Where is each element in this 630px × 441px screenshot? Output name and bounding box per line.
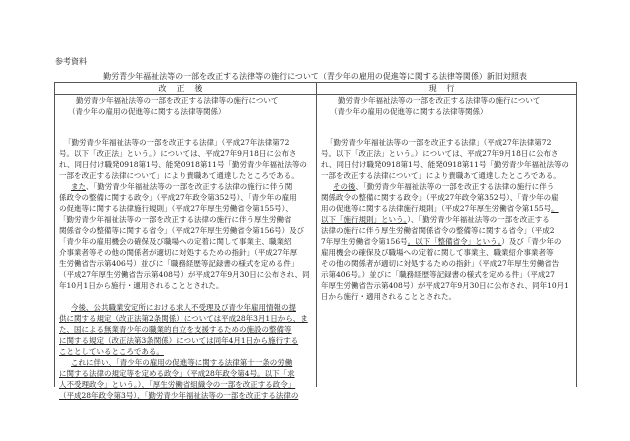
text-segment: 係政令の整備に関する政令」（平成27年政令第352号）、「青少年の雇用 bbox=[59, 193, 297, 202]
text-line bbox=[321, 247, 576, 258]
text-line bbox=[59, 159, 314, 170]
text-line bbox=[321, 236, 576, 247]
text-line bbox=[59, 291, 314, 302]
underlined-text: た、国による無業青少年の職業的自立を支援するための施設の整備等 bbox=[59, 325, 292, 334]
text-line bbox=[59, 335, 314, 346]
underlined-text: 人不受理政令」という。）、「厚生労働省組織令の一部を改正する政令」 bbox=[59, 380, 296, 389]
text-line bbox=[59, 368, 314, 379]
text-line bbox=[59, 247, 314, 258]
text-line bbox=[321, 181, 576, 192]
text-segment: 「勤労青少年福祉法等の一部を改正する法律」（平成27年法律第72 bbox=[64, 138, 290, 147]
text-segment: 示第406号。）並びに「職務経歴等記録書の様式を定める件」（平成27 bbox=[321, 270, 555, 279]
text-segment: 「青少年の雇用機会の確保及び職場への定着に関して事業主、職業紹 bbox=[59, 237, 292, 246]
document-title: 勤労青少年福祉法等の一部を改正する法律等の施行について（青少年の雇用の促進等に関する法律等関係）新旧対照表 bbox=[103, 72, 527, 81]
text-line bbox=[321, 214, 576, 225]
text-segment: 一部を改正する法律について」により貴職あて通達したところである。 bbox=[321, 171, 561, 180]
text-line bbox=[59, 181, 314, 192]
text-segment: 生労働省告示第406号）並びに「職務経歴等記録書の様式を定める件」 bbox=[59, 259, 299, 268]
text-segment: ）、「勤労青少年福祉法等の一部を改正する bbox=[407, 215, 550, 224]
text-line bbox=[59, 170, 314, 181]
text-segment: れ、同日付け職発0918第1号、能発0918第11号「勤労青少年福祉法等の bbox=[59, 160, 307, 169]
underlined-text: に関する法律の規定等を定める政令」（平成28年政令第4号。以下「求 bbox=[59, 369, 295, 378]
column-divider bbox=[316, 83, 317, 387]
text-line bbox=[59, 148, 314, 159]
underlined-text: （平成28年政令第3号）、「勤労青少年福祉法等の一部を改正する法律の bbox=[59, 391, 299, 400]
underlined-text: こととしているところである。 bbox=[59, 347, 164, 356]
text-line bbox=[59, 236, 314, 247]
text-line bbox=[321, 170, 576, 181]
text-line bbox=[59, 302, 314, 313]
text-line bbox=[321, 137, 576, 148]
current-column bbox=[321, 95, 576, 302]
text-segment: 介事業者等その他の関係者が適切に対処するための指針」（平成27年厚 bbox=[59, 248, 298, 257]
text-segment: 年厚生労働省告示第408号）が平成27年9月30日に公布され、同年10月1 bbox=[321, 281, 569, 290]
text-segment: 雇用機会の確保及び職場への定着に関して事業主、職業紹介事業者等 bbox=[321, 248, 554, 257]
text-line bbox=[321, 225, 576, 236]
text-segment: （平成27年厚生労働省告示第408号）が平成27年9月30日に公布され、同 bbox=[59, 270, 310, 279]
text-line bbox=[321, 280, 576, 291]
underlined-text: 供に関する規定（改正法第2条関係）については平成28年3月1日から、ま bbox=[59, 314, 308, 323]
underlined-text: 。以下「整備省令」という。 bbox=[407, 237, 502, 246]
section-subheading: （青少年の雇用の促進等に関する法律等関係） bbox=[68, 107, 226, 116]
underlined-text: これに伴い、「青少年の雇用の促進等に関する法律第十一条の労働 bbox=[71, 358, 293, 367]
underlined-text: また bbox=[71, 182, 86, 191]
text-line bbox=[321, 269, 576, 280]
text-segment: 7年厚生労働省令第156号 bbox=[321, 237, 408, 246]
text-segment: ）及び「青少年の bbox=[501, 237, 562, 246]
text-line bbox=[321, 159, 576, 170]
column-header-current: 現行 bbox=[317, 83, 576, 95]
text-segment: 日から施行・適用されることとされた。 bbox=[321, 292, 456, 301]
revised-body-text bbox=[59, 137, 314, 401]
text-segment: 号。以下「改正法」という。）については、平成27年9月18日に公布さ bbox=[59, 149, 297, 158]
text-line bbox=[59, 324, 314, 335]
text-line bbox=[321, 291, 576, 302]
text-line bbox=[59, 137, 314, 148]
text-segment: の促進等に関する法律施行規則」（平成27年厚生労働省令第155号）、 bbox=[59, 204, 293, 213]
text-segment: 「勤労青少年福祉法等の一部を改正する法律」（平成27年法律第72 bbox=[326, 138, 552, 147]
text-segment: 関係政令の整備に関する政令」（平成27年政令第352号）、「青少年の雇 bbox=[321, 193, 559, 202]
text-line bbox=[59, 280, 314, 291]
text-segment: 法律の施行に伴う厚生労働省関係省令の整備等に関する省令」（平成2 bbox=[321, 226, 555, 235]
text-line bbox=[59, 357, 314, 368]
underlined-text: に関する規定（改正法第3条関係）については同年4月1日から施行する bbox=[59, 336, 299, 345]
text-segment: 用の促進等に関する法律施行規則」（平成27年厚生労働省令第155号 bbox=[321, 204, 552, 213]
section-subheading: （青少年の雇用の促進等に関する法律等関係） bbox=[330, 107, 488, 116]
column-header-revised: 改正後 bbox=[55, 83, 316, 95]
text-line bbox=[59, 390, 314, 401]
text-segment: その他の関係者が適切に対処するための指針」（平成27年厚生労働省告 bbox=[321, 259, 560, 268]
text-segment: 、「勤労青少年福祉法等の一部を改正する法律の施行に伴う関 bbox=[86, 182, 293, 191]
text-line bbox=[59, 269, 314, 280]
text-line bbox=[59, 203, 314, 214]
current-body-text bbox=[321, 137, 576, 302]
text-line bbox=[59, 258, 314, 269]
text-line bbox=[59, 346, 314, 357]
text-line bbox=[321, 192, 576, 203]
section-heading: 勤労青少年福祉法等の一部を改正する法律等の施行について bbox=[76, 96, 279, 105]
text-line bbox=[59, 313, 314, 324]
underlined-text: その後 bbox=[333, 182, 356, 191]
underlined-text: 今後、公共職業安定所における求人不受理及び青少年雇用情報の提 bbox=[71, 303, 296, 312]
text-segment: 年10月1日から施行・適用されることとされた。 bbox=[59, 281, 224, 290]
text-line bbox=[59, 225, 314, 236]
text-segment: 関係省令の整備等に関する省令」（平成27年厚生労働省令第156号）及び bbox=[59, 226, 305, 235]
comparison-table bbox=[54, 82, 577, 400]
underlined-text: 。 bbox=[551, 204, 559, 213]
revised-column bbox=[59, 95, 314, 401]
text-line bbox=[59, 379, 314, 390]
section-heading: 勤労青少年福祉法等の一部を改正する法律等の施行について bbox=[338, 96, 541, 105]
text-line bbox=[321, 258, 576, 269]
text-line bbox=[59, 214, 314, 225]
underlined-text: 以下「施行規則」という。 bbox=[321, 215, 408, 224]
text-line bbox=[59, 192, 314, 203]
reference-material-label: 参考資料 bbox=[55, 57, 87, 66]
text-segment: 号。以下「改正法」という。）については、平成27年9月18日に公布さ bbox=[321, 149, 559, 158]
text-segment: 一部を改正する法律について」により貴職あて通達したところである。 bbox=[59, 171, 299, 180]
text-segment: 「勤労青少年福祉法等の一部を改正する法律の施行に伴う厚生労働省 bbox=[59, 215, 292, 224]
text-line bbox=[321, 203, 576, 214]
text-segment: 、「勤労青少年福祉法等の一部を改正する法律の施行に伴う bbox=[355, 182, 555, 191]
text-line bbox=[321, 148, 576, 159]
text-segment: れ、同日付け職発0918第1号、能発0918第11号「勤労青少年福祉法等の bbox=[321, 160, 569, 169]
